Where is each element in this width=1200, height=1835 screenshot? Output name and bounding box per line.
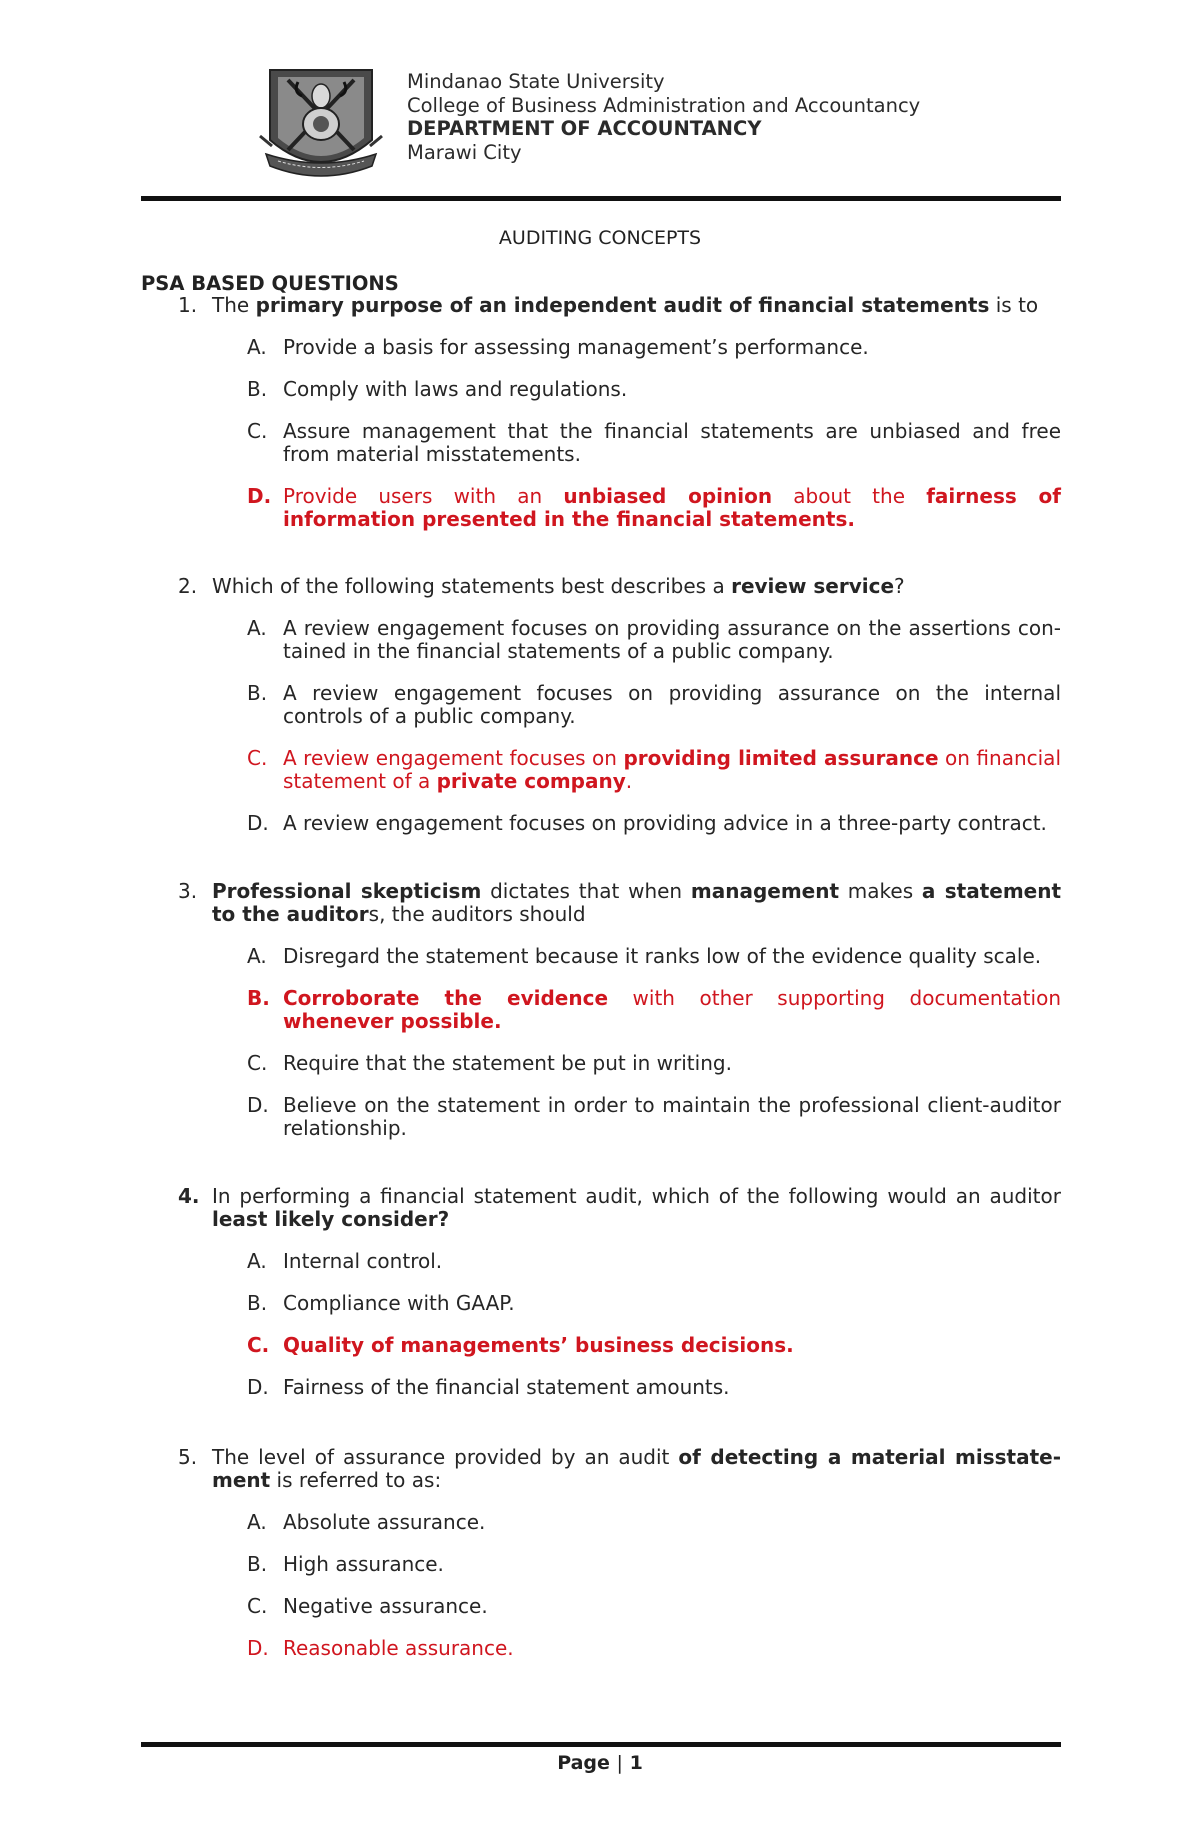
question-stem: 1. The primary purpose of an independent audit of financial statements is to — [178, 293, 1039, 317]
page-footer — [0, 1752, 1200, 1774]
question-number: 2. — [178, 574, 198, 598]
option-a: A. Internal control. — [247, 1249, 443, 1273]
footer-separator: | — [616, 1752, 623, 1774]
question-number: 1. — [178, 293, 198, 317]
option-b: B. Comply with laws and regulations. — [247, 377, 628, 401]
question-2 — [141, 575, 1061, 835]
option-d-answer: D. Reasonable assurance. — [247, 1636, 514, 1660]
question-stem: 2. Which of the following statements best describes a review service? — [178, 574, 905, 598]
university-seal-icon — [258, 62, 384, 186]
option-a: A. Absolute assurance. — [247, 1510, 486, 1534]
option-d: D. A review engagement focuses on providing advice in a three-party contract. — [247, 811, 1047, 835]
option-b: B. A review engagement focuses on providing assurance on the internal controls of a public company. — [247, 681, 1061, 728]
option-a: A. Disregard the statement because it ranks low of the evidence quality scale. — [247, 944, 1042, 968]
question-3 — [141, 880, 1061, 1140]
option-d: D. Fairness of the financial statement amounts. — [247, 1375, 730, 1399]
option-c-answer: C. A review engagement focuses on providing limited assurance on financial statement of a private company. — [247, 746, 1061, 793]
page-label: Page — [557, 1752, 610, 1774]
option-b: B. Compliance with GAAP. — [247, 1291, 515, 1315]
document-title: AUDITING CONCEPTS — [498, 227, 702, 249]
option-c: C. Require that the statement be put in writing. — [247, 1051, 732, 1075]
question-number: 4. — [178, 1184, 200, 1208]
question-stem: 5. The level of assurance provided by an audit of detecting a material misstate-ment is referred to as: — [178, 1445, 1061, 1492]
page-number: 1 — [629, 1752, 643, 1774]
option-a: A. Provide a basis for assessing management’s performance. — [247, 335, 869, 359]
question-stem: 3. Professional skepticism dictates that when management makes a statement to the auditors, the auditors should — [178, 879, 1062, 926]
option-c-answer: C. Quality of managements’ business decisions. — [247, 1333, 794, 1357]
department-name: DEPARTMENT OF ACCOUNTANCY — [407, 117, 762, 140]
option-c: C. Assure management that the financial statements are unbiased and free from material misstatements. — [247, 419, 1061, 466]
option-a: A. A review engagement focuses on providing assurance on the assertions con-tained in the financial statements of a public company. — [247, 616, 1061, 663]
option-d-answer: D. Provide users with an unbiased opinion about the fairness of information presented in the financial statements. — [247, 484, 1061, 531]
university-name: Mindanao State University — [407, 70, 665, 93]
option-d: D. Believe on the statement in order to maintain the professional client-auditor relationship. — [247, 1093, 1061, 1140]
question-number: 3. — [178, 879, 198, 903]
question-4 — [141, 1185, 1061, 1399]
section-heading: PSA BASED QUESTIONS — [141, 272, 399, 295]
option-b: B. High assurance. — [247, 1552, 444, 1576]
option-b-answer: B. Corroborate the evidence with other supporting documentation whenever possible. — [247, 986, 1061, 1033]
option-c: C. Negative assurance. — [247, 1594, 488, 1618]
question-stem: 4. In performing a financial statement audit, which of the following would an auditor least likely consider? — [178, 1184, 1061, 1231]
question-1 — [141, 294, 1061, 531]
header-divider — [141, 196, 1061, 201]
question-5 — [141, 1446, 1061, 1660]
question-number: 5. — [178, 1445, 198, 1469]
footer-divider — [141, 1742, 1061, 1747]
college-name: College of Business Administration and Accountancy — [407, 93, 921, 117]
city-name: Marawi City — [407, 140, 522, 164]
header-block — [407, 70, 920, 164]
